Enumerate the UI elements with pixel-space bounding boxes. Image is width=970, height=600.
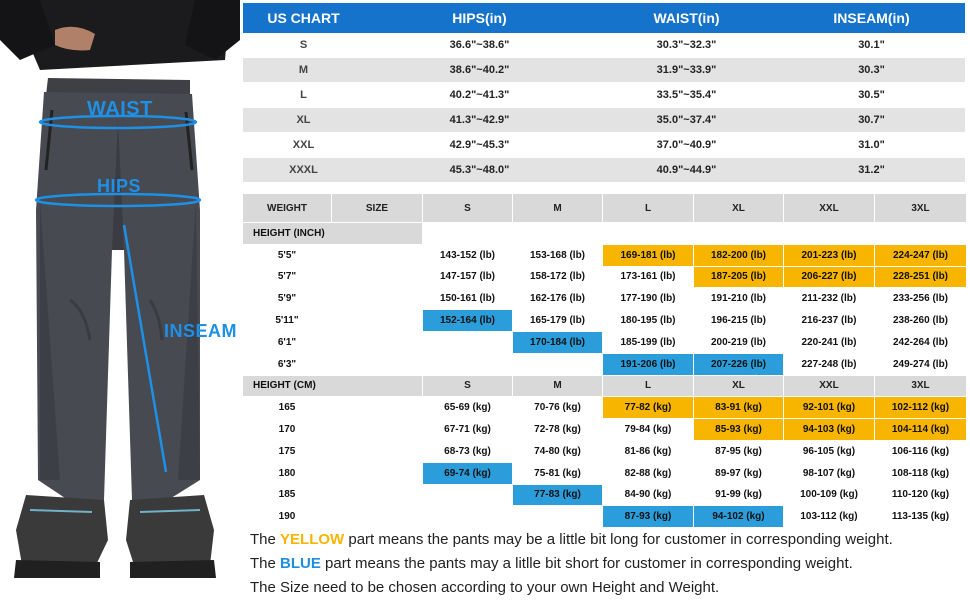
weight-cell: 170-184 (lb)	[513, 331, 603, 353]
us-chart-header-hips: HIPS(in)	[364, 3, 595, 33]
table-row	[243, 33, 965, 58]
height-cell: 170	[243, 419, 332, 441]
size-blank-cell	[332, 440, 423, 462]
weight-cell	[423, 506, 513, 528]
weight-cell: 96-105 (kg)	[784, 440, 875, 462]
weight-cell: 150-161 (lb)	[423, 288, 513, 310]
weight-cell: 94-102 (kg)	[694, 506, 784, 528]
weight-cell: 200-219 (lb)	[694, 331, 784, 353]
weight-cell: 89-97 (kg)	[694, 462, 784, 484]
weight-cell: 98-107 (kg)	[784, 462, 875, 484]
cm-size-header: 3XL	[875, 375, 967, 397]
header-m: M	[513, 194, 603, 223]
weight-cell: 206-227 (lb)	[784, 266, 875, 288]
size-blank-cell	[332, 244, 423, 266]
hips-cell: 42.9"~45.3"	[364, 133, 595, 158]
table-row	[243, 419, 967, 441]
weight-cell: 87-95 (kg)	[694, 440, 784, 462]
us-chart-header-row	[243, 3, 965, 33]
header-size: SIZE	[332, 194, 423, 223]
size-blank-cell	[332, 484, 423, 506]
header-s: S	[423, 194, 513, 223]
height-cell: 175	[243, 440, 332, 462]
size-cell: L	[243, 83, 364, 108]
waist-cell: 33.5"~35.4"	[595, 83, 778, 108]
weight-cell	[513, 353, 603, 375]
waist-cell: 37.0"~40.9"	[595, 133, 778, 158]
header-xl: XL	[694, 194, 784, 223]
height-cell: 5'7"	[243, 266, 332, 288]
weight-cell: 242-264 (lb)	[875, 331, 967, 353]
note-blue-pre: The	[250, 555, 281, 572]
size-cell: XXL	[243, 133, 364, 158]
weight-cell	[423, 353, 513, 375]
weight-cell: 74-80 (kg)	[513, 440, 603, 462]
table-row	[243, 108, 965, 133]
height-cell: 6'3"	[243, 353, 332, 375]
weight-cell: 94-103 (kg)	[784, 419, 875, 441]
weight-cell: 91-99 (kg)	[694, 484, 784, 506]
waist-label: WAIST	[87, 98, 153, 120]
weight-cell: 220-241 (lb)	[784, 331, 875, 353]
table-row	[243, 266, 967, 288]
weight-cell: 177-190 (lb)	[603, 288, 694, 310]
size-blank-cell	[332, 310, 423, 332]
weight-cell: 92-101 (kg)	[784, 397, 875, 419]
us-chart-header-waist: WAIST(in)	[595, 3, 778, 33]
note-blue	[250, 552, 966, 576]
note-blue-word: BLUE	[280, 555, 321, 572]
weight-chart-header-row	[243, 194, 967, 223]
table-row	[243, 506, 967, 528]
inseam-label: INSEAM	[164, 321, 238, 341]
cm-size-header: S	[423, 375, 513, 397]
note-yellow-word: YELLOW	[280, 531, 345, 548]
table-row	[243, 397, 967, 419]
height-cell: 5'11"	[243, 310, 332, 332]
table-row	[243, 83, 965, 108]
weight-cell: 67-71 (kg)	[423, 419, 513, 441]
weight-cell: 68-73 (kg)	[423, 440, 513, 462]
hips-cell: 45.3"~48.0"	[364, 158, 595, 183]
weight-cell: 147-157 (lb)	[423, 266, 513, 288]
size-cell: S	[243, 33, 364, 58]
table-row	[243, 440, 967, 462]
weight-cell: 69-74 (kg)	[423, 462, 513, 484]
table-row	[243, 244, 967, 266]
weight-cell: 84-90 (kg)	[603, 484, 694, 506]
weight-cell: 233-256 (lb)	[875, 288, 967, 310]
weight-cell: 82-88 (kg)	[603, 462, 694, 484]
weight-cell: 102-112 (kg)	[875, 397, 967, 419]
size-blank-cell	[332, 506, 423, 528]
weight-cell: 249-274 (lb)	[875, 353, 967, 375]
hips-cell: 36.6"~38.6"	[364, 33, 595, 58]
weight-cell: 113-135 (kg)	[875, 506, 967, 528]
weight-cell: 191-210 (lb)	[694, 288, 784, 310]
weight-cell: 201-223 (lb)	[784, 244, 875, 266]
weight-cell	[423, 331, 513, 353]
size-cell: XL	[243, 108, 364, 133]
notes	[250, 528, 966, 600]
waist-cell: 35.0"~37.4"	[595, 108, 778, 133]
weight-cell: 211-232 (lb)	[784, 288, 875, 310]
weight-cell: 153-168 (lb)	[513, 244, 603, 266]
cm-size-header: L	[603, 375, 694, 397]
height-cell: 185	[243, 484, 332, 506]
weight-cell: 182-200 (lb)	[694, 244, 784, 266]
weight-cell: 216-237 (lb)	[784, 310, 875, 332]
cm-size-header: M	[513, 375, 603, 397]
table-row	[243, 462, 967, 484]
us-chart-header-inseam: INSEAM(in)	[778, 3, 965, 33]
note-yellow-pre: The	[250, 531, 281, 548]
inseam-cell: 31.2"	[778, 158, 965, 183]
weight-cell: 104-114 (kg)	[875, 419, 967, 441]
table-row	[243, 158, 965, 183]
weight-cell: 238-260 (lb)	[875, 310, 967, 332]
height-cell: 165	[243, 397, 332, 419]
hips-cell: 38.6"~40.2"	[364, 58, 595, 83]
hips-label: HIPS	[97, 176, 142, 196]
cm-section-row	[243, 375, 967, 397]
weight-cell: 87-93 (kg)	[603, 506, 694, 528]
inch-section-title: HEIGHT (INCH)	[243, 223, 423, 245]
weight-cell: 180-195 (lb)	[603, 310, 694, 332]
inseam-cell: 30.7"	[778, 108, 965, 133]
waist-cell: 30.3"~32.3"	[595, 33, 778, 58]
cm-size-header: XL	[694, 375, 784, 397]
weight-cell: 103-112 (kg)	[784, 506, 875, 528]
weight-cell: 196-215 (lb)	[694, 310, 784, 332]
hips-cell: 41.3"~42.9"	[364, 108, 595, 133]
weight-cell: 77-83 (kg)	[513, 484, 603, 506]
waist-cell: 40.9"~44.9"	[595, 158, 778, 183]
size-blank-cell	[332, 462, 423, 484]
note-yellow	[250, 528, 966, 552]
weight-cell: 169-181 (lb)	[603, 244, 694, 266]
weight-cell: 228-251 (lb)	[875, 266, 967, 288]
height-weight-chart	[242, 193, 967, 528]
hips-cell: 40.2"~41.3"	[364, 83, 595, 108]
size-blank-cell	[332, 353, 423, 375]
inseam-cell: 31.0"	[778, 133, 965, 158]
us-chart-header-size: US CHART	[243, 3, 364, 33]
weight-cell: 207-226 (lb)	[694, 353, 784, 375]
weight-cell: 187-205 (lb)	[694, 266, 784, 288]
size-cell: M	[243, 58, 364, 83]
header-3xl: 3XL	[875, 194, 967, 223]
weight-cell: 65-69 (kg)	[423, 397, 513, 419]
us-size-chart	[243, 3, 965, 183]
inch-section-row	[243, 223, 967, 245]
weight-cell	[513, 506, 603, 528]
height-cell: 190	[243, 506, 332, 528]
table-row	[243, 288, 967, 310]
weight-cell: 70-76 (kg)	[513, 397, 603, 419]
note-size-guide: The Size need to be chosen according to your own Height and Weight.	[250, 579, 720, 596]
weight-cell: 173-161 (lb)	[603, 266, 694, 288]
model-figure	[0, 0, 240, 600]
table-row	[243, 331, 967, 353]
note-blue-post: part means the pants may a litlle bit short for customer in corresponding weight.	[320, 555, 853, 572]
weight-cell: 143-152 (lb)	[423, 244, 513, 266]
weight-cell: 100-109 (kg)	[784, 484, 875, 506]
waist-cell: 31.9"~33.9"	[595, 58, 778, 83]
header-weight: WEIGHT	[243, 194, 332, 223]
inseam-cell: 30.5"	[778, 83, 965, 108]
weight-cell: 158-172 (lb)	[513, 266, 603, 288]
table-row	[243, 310, 967, 332]
size-blank-cell	[332, 419, 423, 441]
table-row	[243, 484, 967, 506]
weight-cell: 110-120 (kg)	[875, 484, 967, 506]
inseam-cell: 30.1"	[778, 33, 965, 58]
height-cell: 5'5"	[243, 244, 332, 266]
cm-size-header: XXL	[784, 375, 875, 397]
weight-cell: 185-199 (lb)	[603, 331, 694, 353]
weight-cell: 224-247 (lb)	[875, 244, 967, 266]
weight-cell: 152-164 (lb)	[423, 310, 513, 332]
size-blank-cell	[332, 397, 423, 419]
weight-cell: 81-86 (kg)	[603, 440, 694, 462]
weight-cell: 79-84 (kg)	[603, 419, 694, 441]
height-cell: 180	[243, 462, 332, 484]
height-cell: 5'9"	[243, 288, 332, 310]
section-spacer	[423, 223, 967, 245]
weight-cell: 75-81 (kg)	[513, 462, 603, 484]
table-row	[243, 58, 965, 83]
size-cell: XXXL	[243, 158, 364, 183]
weight-cell: 108-118 (kg)	[875, 462, 967, 484]
size-blank-cell	[332, 331, 423, 353]
size-blank-cell	[332, 266, 423, 288]
header-xxl: XXL	[784, 194, 875, 223]
inseam-cell: 30.3"	[778, 58, 965, 83]
cm-section-title: HEIGHT (CM)	[243, 375, 423, 397]
weight-cell: 85-93 (kg)	[694, 419, 784, 441]
pants-model-illustration	[0, 0, 240, 600]
table-row	[243, 133, 965, 158]
weight-cell: 162-176 (lb)	[513, 288, 603, 310]
weight-cell: 227-248 (lb)	[784, 353, 875, 375]
header-l: L	[603, 194, 694, 223]
size-blank-cell	[332, 288, 423, 310]
weight-cell: 106-116 (kg)	[875, 440, 967, 462]
weight-cell: 72-78 (kg)	[513, 419, 603, 441]
weight-cell	[423, 484, 513, 506]
weight-cell: 191-206 (lb)	[603, 353, 694, 375]
note-yellow-post: part means the pants may be a little bit long for customer in corresponding weight.	[344, 531, 893, 548]
weight-cell: 77-82 (kg)	[603, 397, 694, 419]
weight-cell: 165-179 (lb)	[513, 310, 603, 332]
table-row	[243, 353, 967, 375]
height-cell: 6'1"	[243, 331, 332, 353]
weight-cell: 83-91 (kg)	[694, 397, 784, 419]
